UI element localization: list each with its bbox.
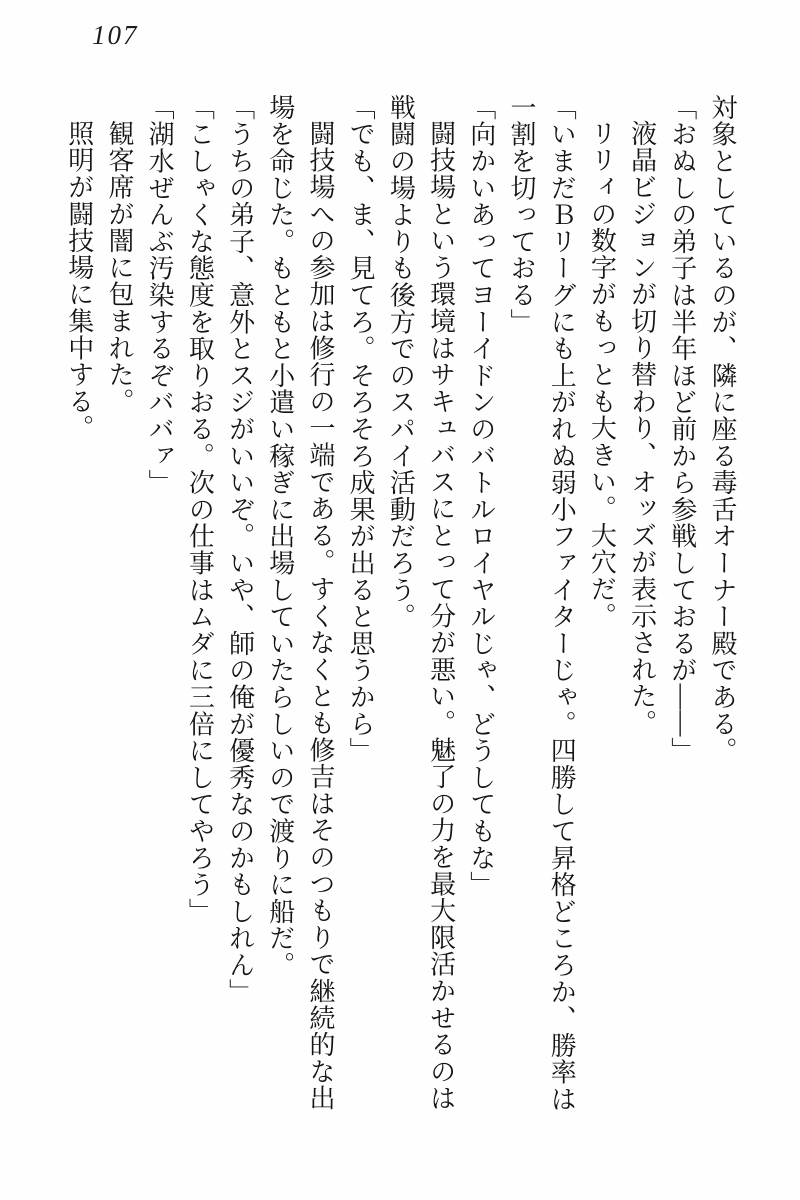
- text-line: 液晶ビジョンが切り替わり、オッズが表示された。: [627, 120, 657, 737]
- text-line: 「向かいあってヨーイドンのバトルロイヤルじゃ、どうしてもな」: [466, 94, 496, 898]
- text-line: 「こしゃくな態度を取りおる。次の仕事はムダに三倍にしてやろう」: [185, 94, 215, 925]
- text-line: 「湖水ぜんぶ汚染するぞババァ」: [145, 94, 175, 496]
- text-line: 観客席が闇に包まれた。: [104, 120, 134, 415]
- page-number: 107: [92, 20, 139, 50]
- text-line: 闘技場という環境はサキュバスにとって分が悪い。魅了の力を最大限活かせるのは: [426, 120, 456, 1112]
- text-line: 「おぬしの弟子は半年ほど前から参戦しておるが――」: [667, 94, 697, 764]
- text-line: 闘技場への参加は修行の一端である。すくなくとも修吉はそのつもりで継続的な出: [305, 120, 335, 1112]
- text-line: リリィの数字がもっとも大きい。大穴だ。: [587, 120, 617, 630]
- text-line: 戦闘の場よりも後方でのスパイ活動だろう。: [386, 94, 416, 630]
- text-line: 一割を切っておる」: [506, 94, 536, 336]
- text-line: 「うちの弟子、意外とスジがいいぞ。いや、師の俺が優秀なのかもしれん」: [225, 94, 255, 1006]
- text-line: 「いまだＢリーグにも上がれぬ弱小ファイターじゃ。四勝して昇格どころか、勝率は: [547, 94, 577, 1113]
- text-line: 場を命じた。もともと小遣い稼ぎに出場していたらしいので渡りに船だ。: [265, 94, 295, 979]
- text-line: 照明が闘技場に集中する。: [64, 120, 94, 442]
- text-line: 対象としているのが、隣に座る毒舌オーナー殿である。: [708, 94, 737, 764]
- vertical-text-block: [59, 94, 742, 1116]
- text-line: 「でも、ま、見てろ。そろそろ成果が出ると思うから」: [346, 94, 376, 764]
